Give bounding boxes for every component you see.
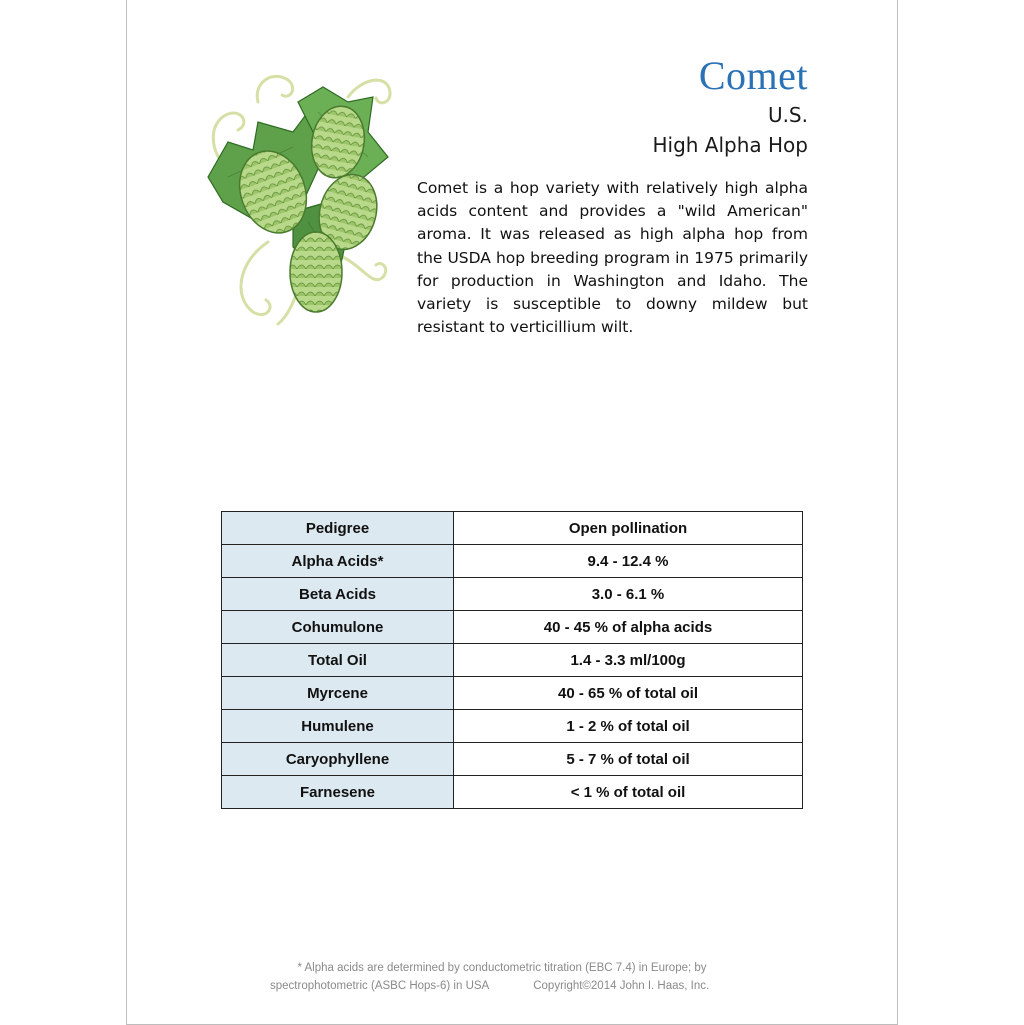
spec-label: Pedigree — [222, 512, 454, 545]
copyright-notice: Copyright©2014 John I. Haas, Inc. — [533, 980, 710, 992]
variety-description: Comet is a hop variety with relatively high alpha acids content and provides a "wild American" aroma. It was released as high alpha hop from the USDA hop breeding program in 1975 primarily for production in Washington and Idaho. The variety is susceptible to downy mildew but resistant to verticillium wilt. — [417, 179, 808, 337]
spec-label: Alpha Acids* — [222, 545, 454, 578]
table-row — [222, 776, 803, 809]
hop-illustration — [198, 62, 410, 332]
table-row — [222, 677, 803, 710]
spec-value: 40 - 65 % of total oil — [454, 677, 803, 710]
spec-value: 5 - 7 % of total oil — [454, 743, 803, 776]
spec-value: 1.4 - 3.3 ml/100g — [454, 644, 803, 677]
spec-value: < 1 % of total oil — [454, 776, 803, 809]
spec-label: Humulene — [222, 710, 454, 743]
footnote-method: spectrophotometric (ASBC Hops-6) in USA — [270, 980, 490, 992]
spec-label: Total Oil — [222, 644, 454, 677]
table-row — [222, 743, 803, 776]
spec-value: 40 - 45 % of alpha acids — [454, 611, 803, 644]
spec-label: Beta Acids — [222, 578, 454, 611]
table-row — [222, 644, 803, 677]
table-row — [222, 578, 803, 611]
specifications-table — [221, 511, 803, 809]
origin-country: U.S. — [767, 103, 808, 127]
footnote — [126, 959, 898, 995]
table-row — [222, 512, 803, 545]
spec-value: 3.0 - 6.1 % — [454, 578, 803, 611]
table-row — [222, 611, 803, 644]
spec-label: Cohumulone — [222, 611, 454, 644]
spec-value: 1 - 2 % of total oil — [454, 710, 803, 743]
spec-label: Farnesene — [222, 776, 454, 809]
hop-variety-title: Comet — [698, 53, 808, 98]
table-row — [222, 710, 803, 743]
hop-category: High Alpha Hop — [652, 133, 808, 157]
footnote-line-1: * Alpha acids are determined by conductometric titration (EBC 7.4) in Europe; by — [297, 962, 707, 974]
spec-value: 9.4 - 12.4 % — [454, 545, 803, 578]
table-row — [222, 545, 803, 578]
spec-label: Myrcene — [222, 677, 454, 710]
spec-label: Caryophyllene — [222, 743, 454, 776]
spec-value: Open pollination — [454, 512, 803, 545]
footnote-line-2 — [126, 977, 898, 995]
